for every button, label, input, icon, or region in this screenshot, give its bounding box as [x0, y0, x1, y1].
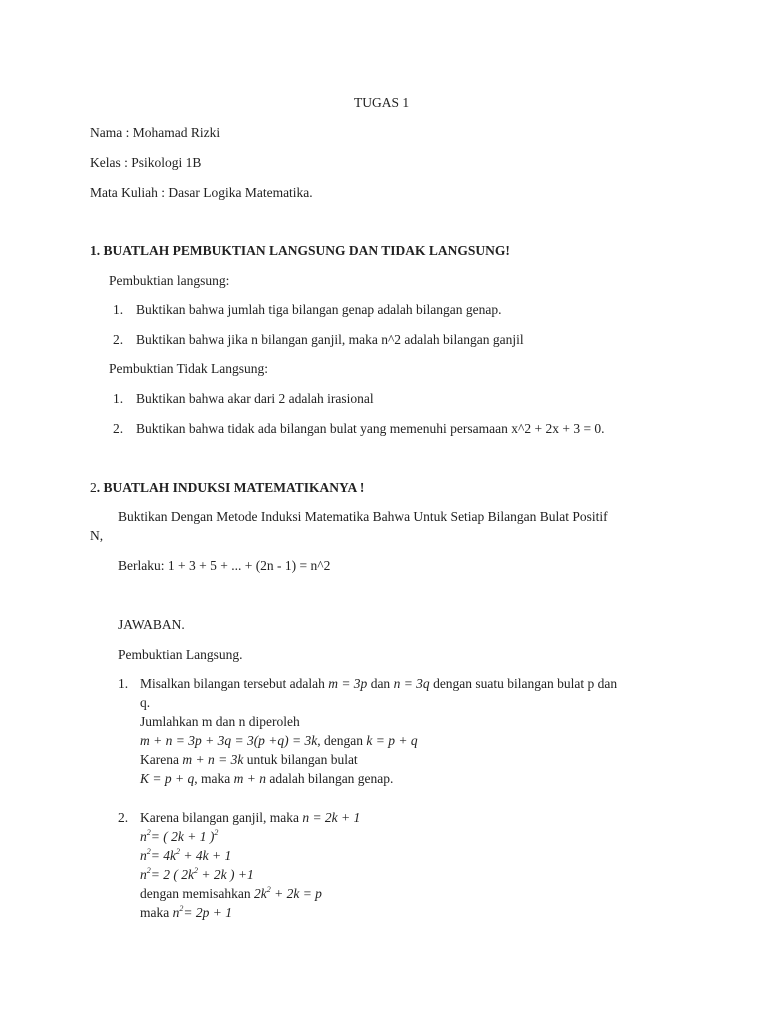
- answer2-line3: $n^2= 4k^2 + 4k + 1$: [140, 846, 232, 863]
- answer1-line3: Jumlahkan m dan n diperoleh: [140, 714, 300, 729]
- section2-heading: [90, 479, 364, 497]
- answer-number: 2.: [118, 810, 129, 825]
- list-number: 1.: [113, 391, 124, 406]
- kelas-line: Kelas : Psikologi 1B: [90, 155, 202, 170]
- section2-number: 2: [90, 480, 97, 495]
- list-item: Buktikan bahwa akar dari 2 adalah irasional: [136, 391, 374, 406]
- nama-line: Nama : Mohamad Rizki: [90, 125, 221, 140]
- section2-intro-line1: Buktikan Dengan Metode Induksi Matematika Bahwa Untuk Setiap Bilangan Bulat Positif: [118, 509, 608, 524]
- jawaban-label: JAWABAN.: [118, 617, 185, 632]
- pembuktian-langsung-label: Pembuktian langsung:: [109, 273, 230, 288]
- document-title: TUGAS 1: [354, 95, 410, 110]
- list-item: Buktikan bahwa jika n bilangan ganjil, maka n^2 adalah bilangan ganjil: [136, 332, 524, 347]
- section2-intro-line2: N,: [90, 528, 104, 543]
- answer1-line1: Misalkan bilangan tersebut adalah m = 3p dan n = 3q dengan suatu bilangan bulat p dan: [140, 676, 618, 691]
- answer2-line1: Karena bilangan ganjil, maka n = 2k + 1: [140, 810, 361, 825]
- answer2-line2: $n^2=$ ( 2k + 1 )$^2$: [140, 827, 219, 844]
- answer1-line6: K = p + q, maka m + n adalah bilangan genap.: [140, 771, 394, 786]
- answer2-line4: $n^2= 2$ ( $2k^2 + 2k$ ) +1: [140, 865, 254, 882]
- list-item: Buktikan bahwa jumlah tiga bilangan genap adalah bilangan genap.: [136, 302, 502, 317]
- pembuktian-langsung-answer-label: Pembuktian Langsung.: [118, 647, 243, 662]
- list-number: 1.: [113, 302, 124, 317]
- section2-title: . BUATLAH INDUKSI MATEMATIKANYA !: [96, 480, 365, 495]
- answer1-line5: Karena m + n = 3k untuk bilangan bulat: [140, 752, 358, 767]
- mata-kuliah-line: Mata Kuliah : Dasar Logika Matematika.: [90, 185, 313, 200]
- answer2-line5: dengan memisahkan $2k^2 + 2k = p$: [140, 884, 322, 901]
- answer1-line4: m + n = 3p + 3q = 3(p +q) = 3k, dengan k = p + q: [140, 733, 418, 748]
- answer2-line6: maka $n^2= 2p + 1$: [140, 903, 232, 920]
- list-number: 2.: [113, 421, 124, 436]
- list-item: Buktikan bahwa tidak ada bilangan bulat yang memenuhi persamaan x^2 + 2x + 3 = 0.: [136, 421, 605, 436]
- section1-heading: 1. BUATLAH PEMBUKTIAN LANGSUNG DAN TIDAK LANGSUNG!: [90, 243, 510, 258]
- list-number: 2.: [113, 332, 124, 347]
- pembuktian-tidak-langsung-label: Pembuktian Tidak Langsung:: [109, 361, 269, 376]
- answer1-line2: q.: [140, 695, 151, 710]
- answer-number: 1.: [118, 676, 129, 691]
- berlaku-line: Berlaku: 1 + 3 + 5 + ... + (2n - 1) = n^2: [118, 558, 331, 573]
